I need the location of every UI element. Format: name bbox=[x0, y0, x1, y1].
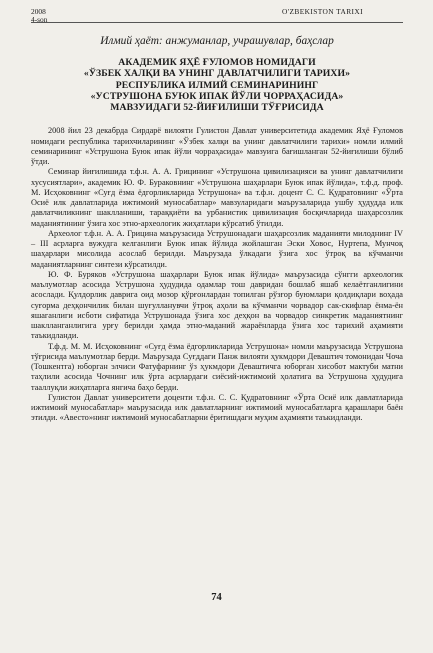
header-year: 2008 bbox=[31, 7, 46, 16]
paragraph: Семинар йиғилишида т.ф.н. А. А. Грицининг «Уструшона цивилизацияси ва унинг давлатчилиги хусусиятлари», академик Ю. Ф. Бураковнинг «Уструшона шаҳарлари Буюк ипак йўлида», т.ф.д. проф. М. Исҳоковнинг «Суғд ёзма ёдгорликларида Уструшона» ва т.ф.н. доцент С. С. Қудратовнинг «Ўрта Осиё илк давлатларида ижтимоий муносабатлар» мавзуларидаги маърузаларида ушбу ҳудудда илк давлатчиликнинг шаклланиши, тараққиёти ва урбанистик цивилизация босқичларида шаҳарсозлик маданиятининг ўзига хос этно-археологик жиҳатлари кўрсатиб ўтилди. bbox=[31, 167, 403, 228]
article-title-line: РЕСПУБЛИКА ИЛМИЙ СЕМИНАРИНИНГ bbox=[115, 79, 319, 91]
paragraph: Т.ф.д. М. М. Исҳоковнинг «Суғд ёзма ёдгорликларида Уструшона» номли маърузасида Уструшона тўғрисида маълумотлар берди. Маърузада Суғддаги Панж вилояти ҳукмдори Деваштич томонидан Чоча (Тошкентга) юборган элчиси Фатуфарнинг ўз ҳукмдори Деваштичга юборган хисобот мактуби матни таҳлили асосида Чочнинг илк ўрта асрлардаги сиёсий-ижтимоий ҳолатига ва Уструшона ҳудудига тааллуқли жиҳатларга янгича баҳо берди. bbox=[31, 341, 403, 392]
running-header bbox=[31, 8, 403, 23]
article-title-line: «ЎЗБЕК ХАЛҚИ ВА УНИНГ ДАВЛАТЧИЛИГИ ТАРИХИ» bbox=[83, 68, 351, 80]
section-title: Илмий ҳаёт: анжуманлар, учрашувлар, баҳслар bbox=[100, 35, 334, 47]
paragraph: Гулистон Давлат университети доценти т.ф.н. С. С. Қудратовнинг «Ўрта Осиё илк давлатларида ижтимоий муносабатлар» маърузасида илк давлатларнинг ижтимоий муносабатларга қарашлари баён этилди. «Авесто»нинг ижтимоий муносабатларни ёритишдаги муҳим аҳамияти таъкидланди. bbox=[31, 392, 403, 423]
header-left bbox=[31, 8, 47, 24]
article-title-line: АКАДЕМИК ЯҲЁ ҒУЛОМОВ НОМИДАГИ bbox=[118, 57, 316, 68]
paragraph: Археолог т.ф.н. А. А. Грицина маърузасида Уструшонадаги шаҳарсозлик маданияти милоднинг IV – III асрларга вужудга келганлиги Буюк ипак йўлида жойлашган Эски Ховос, Нуртепа, Мунчоқ шаҳарлари мисолида асослаб берилди. Маърузада ўлкадаги ўзига хос ўтроқ ва кўчманчи маданиятларнинг синтези кўрсатилди. bbox=[31, 228, 403, 269]
article-title-line: МАВЗУИДАГИ 52-ЙИҒИЛИШИ ТЎҒРИСИДА bbox=[110, 102, 324, 114]
article-title-line: «УСТРУШОНА БУЮК ИПАК ЙЎЛИ ЧОРРАҲАСИДА» bbox=[90, 90, 344, 102]
article-body bbox=[31, 126, 403, 423]
paragraph: Ю. Ф. Буряков «Уструшона шаҳарлари Буюк ипак йўлида» маърузасида сўнгги археологик маълумотлар асосида Уструшона ҳудудида одамлар тош давридан бошлаб яшаб келаётганлигини асослади. Қулдорлик даврига оид мозор қўрғонлардан топилган рўзғор буюмлари қолдиқлари воҳада суғорма деҳқончилик билан шуғулланувчи ўтроқ аҳоли ва кўчманчи чорвадор сак-скифлар ёнма-ён яшаганлиги исботи сифатида Уструшонада ўзига хос деҳқон ва чорвадор синкретик маданиятнинг шаклланганлигига урғу берилди ҳамда этно-маданий жараёнларда ўзига хос тарихий аҳамияти таъкидланди. bbox=[31, 269, 403, 341]
paragraph: 2008 йил 23 декабрда Сирдарё вилояти Гулистон Давлат университетида академик Яҳё Ғуломов номидаги республика тарихчиларининг «Ўзбек халқи ва унинг давлатчилиги тарихи» номли илмий семинарининг «Уструшона Буюк ипак йўли чорраҳасида» мавзуига бағишланган 52-йиғилиши бўлиб ўтди. bbox=[31, 126, 403, 167]
article-title bbox=[31, 57, 403, 113]
page-number: 74 bbox=[211, 592, 222, 603]
header-journal-title: O'ZBEKISTON TARIXI bbox=[282, 7, 363, 16]
header-issue: 4-son bbox=[31, 15, 48, 24]
